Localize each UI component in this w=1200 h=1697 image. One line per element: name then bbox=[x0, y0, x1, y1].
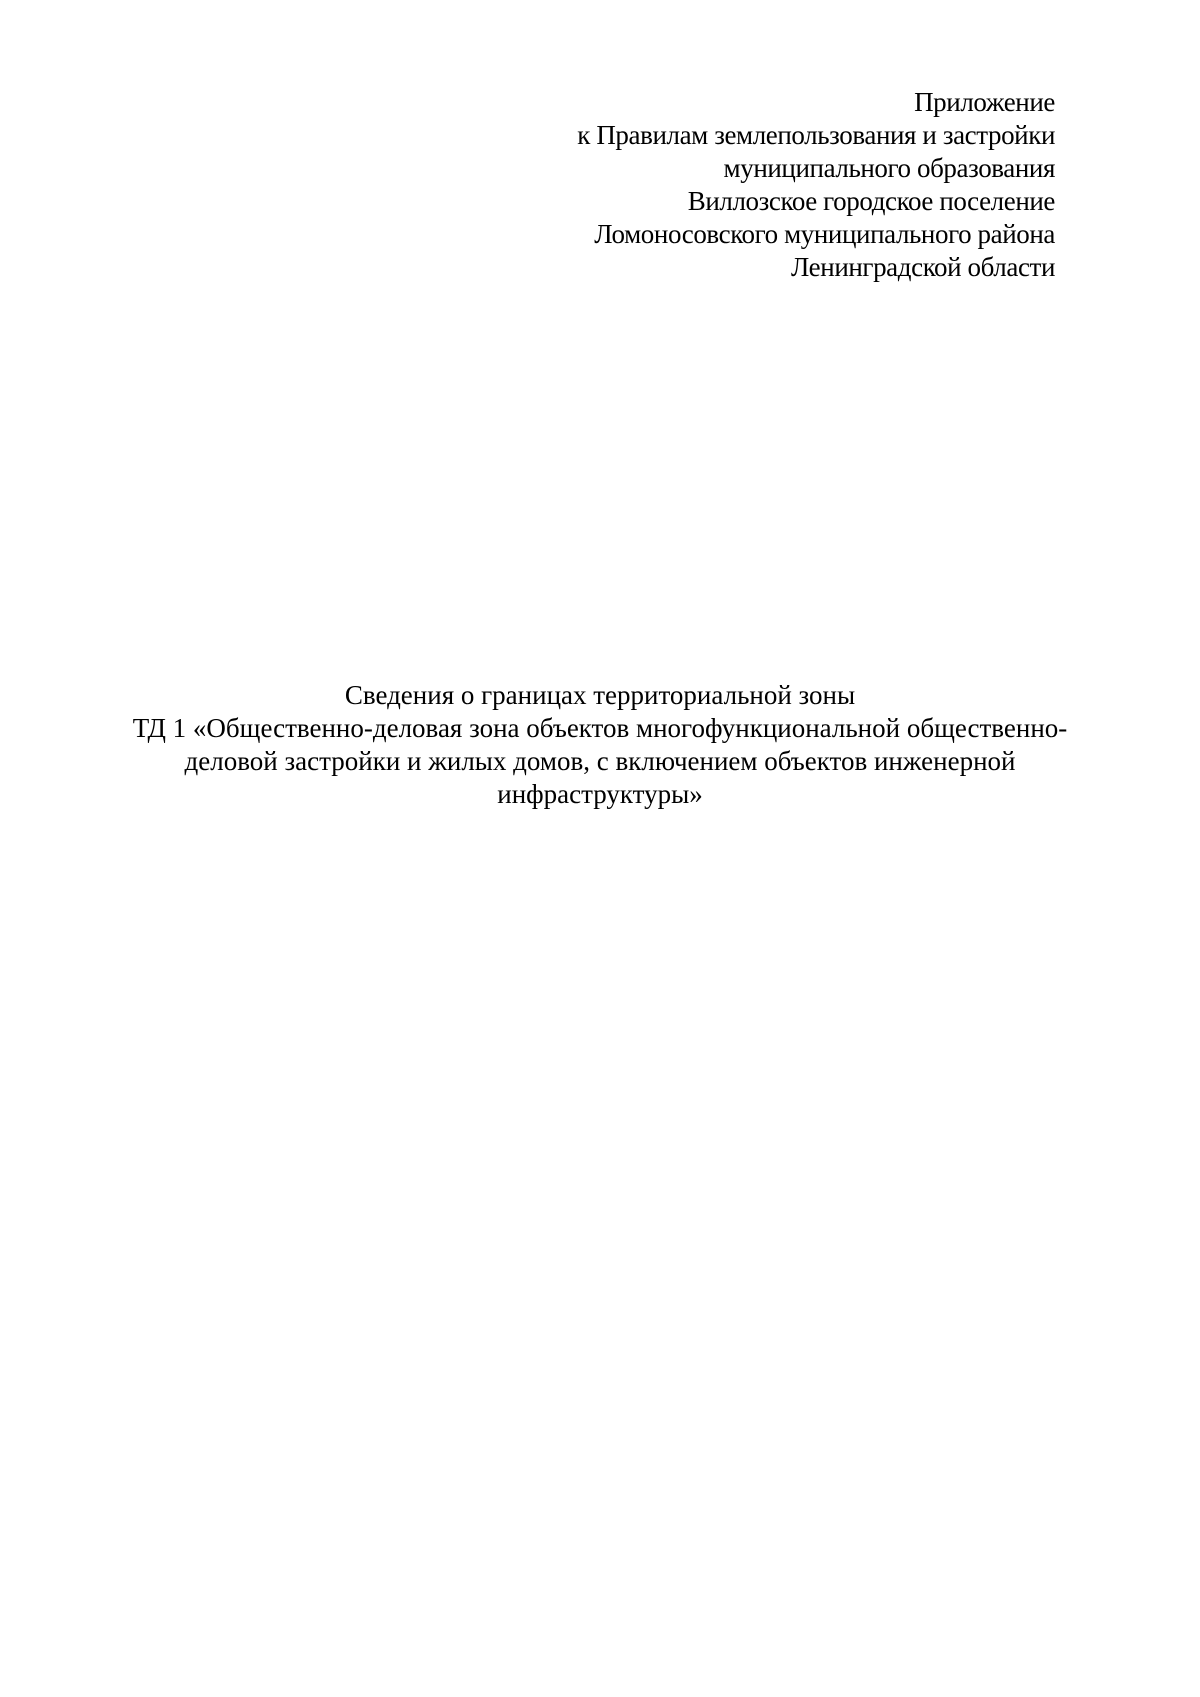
zone-title-line: Сведения о границах территориальной зоны bbox=[344, 680, 856, 710]
appendix-header-line: Ленинградской области bbox=[790, 252, 1055, 282]
appendix-header bbox=[355, 86, 1055, 284]
zone-title-line: инфраструктуры» bbox=[497, 779, 703, 809]
zone-title-line: деловой застройки и жилых домов, с включением объектов инженерной bbox=[184, 746, 1016, 776]
appendix-header-line: Приложение bbox=[914, 87, 1055, 117]
appendix-header-line: Виллозское городское поселение bbox=[687, 186, 1055, 216]
appendix-header-line: муниципального образования bbox=[723, 153, 1055, 183]
appendix-header-line: Ломоносовского муниципального района bbox=[594, 219, 1055, 249]
zone-title-line: ТД 1 «Общественно-деловая зона объектов многофункциональной общественно- bbox=[132, 713, 1068, 743]
appendix-header-line: к Правилам землепользования и застройки bbox=[577, 120, 1055, 150]
zone-title bbox=[110, 679, 1090, 811]
